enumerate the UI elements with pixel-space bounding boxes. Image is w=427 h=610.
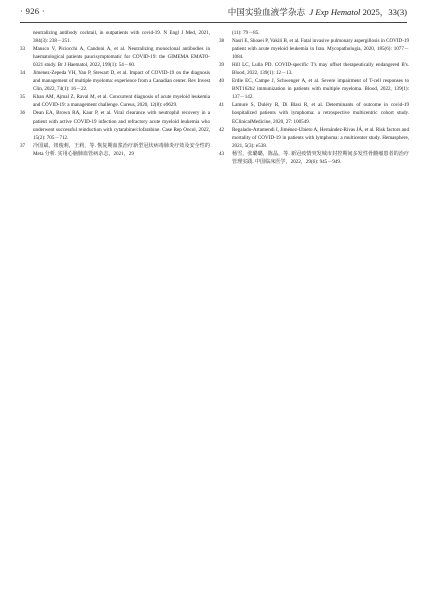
reference-entry — [20, 69, 210, 93]
reference-entry — [20, 93, 210, 109]
reference-number: 33 — [20, 46, 26, 53]
reference-number: 38 — [219, 38, 225, 45]
reference-text: Erdle EC, Campe J, Schwenger A, et al. Severe impairment of T-cell responses to BNT162b2 immunization in patients with multiple myeloma. Blood, 2022, 139(1): 137－142. — [232, 78, 409, 101]
journal-issue: 2025，33(3) — [362, 7, 407, 17]
reference-number: 42 — [219, 126, 225, 133]
reference-text: Nasri E, Shoaei P, Vakili B, et al. Fatal invasive pulmonary aspergillosis in COVID-19 patient with acute myeloid leukemia in Iran. Mycopathologia, 2020, 185(6): 1077－1084. — [232, 38, 409, 61]
reference-number — [20, 29, 33, 45]
reference-number — [219, 29, 232, 37]
reference-text: Khan AM, Ajmal Z, Raval M, et al. Concurrent diagnosis of acute myeloid leukemia and COVID-19: a management challenge. Cureus, 2020, 12(8): e9629. — [33, 94, 210, 109]
reference-number: 36 — [20, 110, 26, 117]
reference-number: 41 — [219, 102, 225, 109]
reference-entry — [219, 77, 409, 101]
reference-text: Hill LC, Lulla PD. COVID-specific T's may offset therapeutically endangered B's. Blood, 2022, 139(1): 12－13. — [232, 62, 409, 77]
reference-text: Lamure S, Duléry R, Di Blasi R, et al. Determinants of outcome in covid-19 hospitalized patients with lymphoma: a retrospective multicentric cohort study. EClinicalMedicine, 2020, 27: 100549. — [232, 102, 409, 125]
page-header — [20, 6, 407, 22]
reference-number: 43 — [219, 150, 225, 157]
journal-title-cn: 中国实验血液学杂志 — [227, 7, 306, 17]
reference-number: 39 — [219, 62, 225, 69]
reference-number: 40 — [219, 78, 225, 85]
journal-title — [228, 6, 407, 18]
reference-text: Regalado-Artamendi I, Jiménez-Ubieto A, Hernández-Rivas JÁ, et al. Risk factors and mortality of COVID-19 in patients with lymphoma: a multicenter study. Hemasphere, 2021, 5(3): e538. — [232, 126, 409, 149]
page-number: · 926 · — [20, 6, 46, 16]
reference-text: Jimenez-Zepeda VH, Yan P, Stewart D, et al. Impact of COVID-19 on the diagnosis and management of multiple myeloma: experience from a Canadian center. Rev Invest Clin, 2022, 74(1): 16－22. — [33, 70, 210, 93]
reference-text: Dean EA, Brown RA, Kaur P, et al. Viral clearance with neutrophil recovery in a patient with active COVID-19 infection and refractory acute myeloid leukemia who underwent successful reinduction with cytarabine/clofarabine. Case Rep Oncol, 2022, 15(2): 705－712. — [33, 110, 210, 141]
header-rule — [20, 22, 407, 23]
reference-entry — [219, 61, 409, 77]
reference-entry — [219, 126, 409, 150]
reference-entry — [219, 29, 409, 37]
reference-text: (11): 79－85. — [232, 30, 260, 36]
reference-number: 35 — [20, 94, 26, 101]
reference-number: 37 — [20, 142, 26, 149]
reference-number: 34 — [20, 70, 26, 77]
reference-column-right — [219, 29, 409, 166]
reference-entry — [219, 37, 409, 61]
reference-entry — [20, 142, 210, 158]
reference-text: 冷国斌，钮俊莉，王莉，等. 恢复期血浆治疗新型冠状病毒肺炎疗效及安全性的 Meta 分析. 实用心脑肺血管病杂志，2021，29 — [33, 142, 210, 157]
journal-title-en: J Exp Hematol — [309, 7, 361, 17]
reference-entry — [20, 109, 210, 141]
reference-entry — [20, 45, 210, 69]
reference-text: Mansco V, Piciocchi A, Candoni A, et al. Neutralizing monoclonal antibodies in haematological patients paucisymptomatic for COVID-19: the GIMEMA EMATO-0321 study. Br J Haematol, 2022, 199(1): 54－60. — [33, 46, 210, 69]
reference-entry — [20, 29, 210, 45]
reference-entry — [219, 150, 409, 166]
reference-text: neutralizing antibody cocktail, in outpatients with covid-19. N Engl J Med, 2021, 384(3): 238－251. — [33, 30, 210, 45]
reference-text: 杨雪，张璐璐，陈晶，等. 新冠疫情突发城市封控期间多发性骨髓瘤患者的治疗管理实践. 中国临床医学，2022，29(6): 945－949. — [232, 150, 409, 165]
reference-column-left — [20, 29, 210, 158]
reference-entry — [219, 101, 409, 125]
